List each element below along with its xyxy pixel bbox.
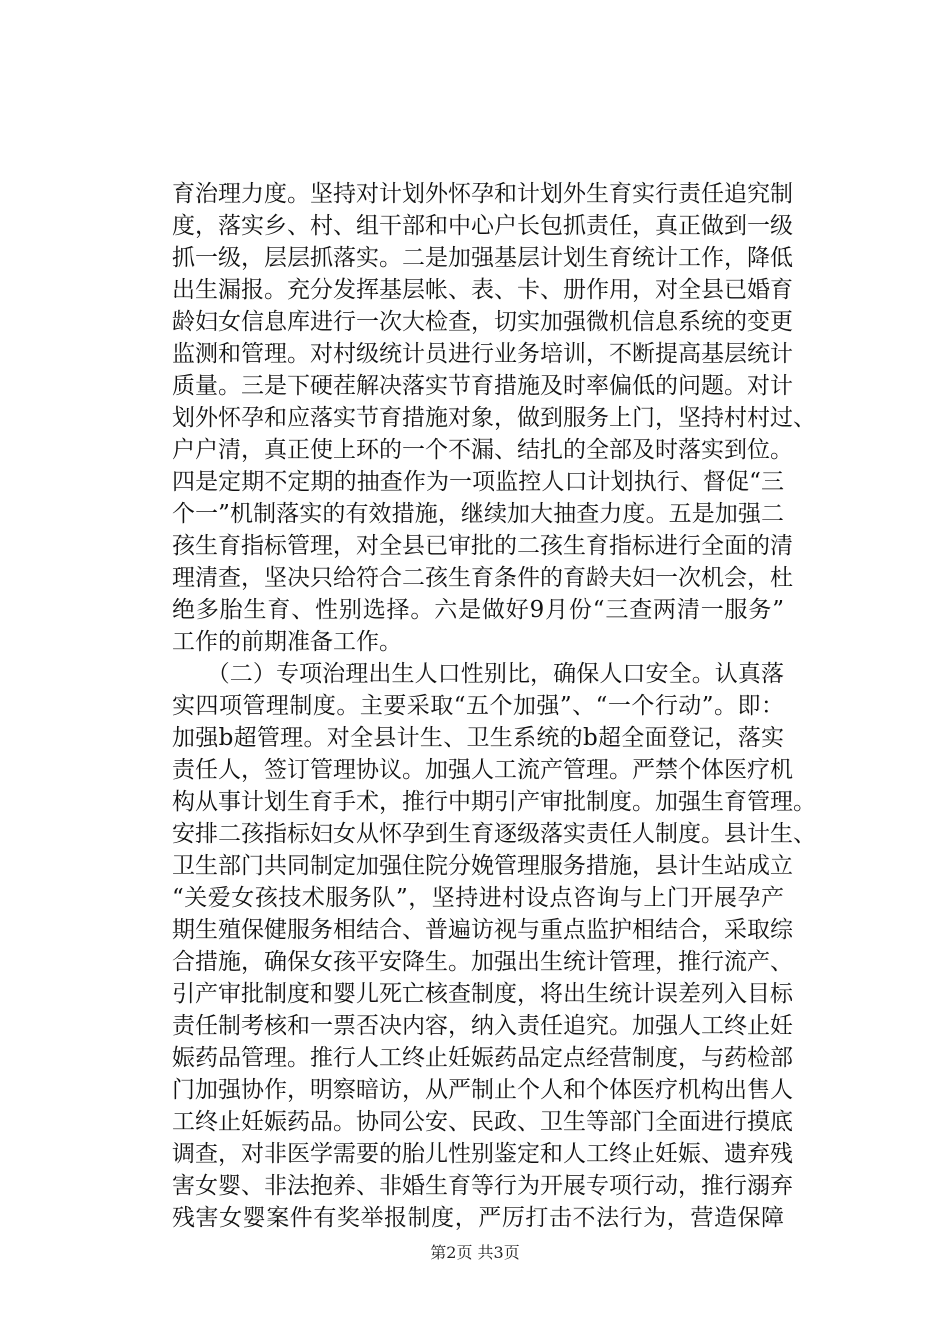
- text-line: 实四项管理制度。主要采取“五个加强”、“一个行动”。即：: [172, 693, 784, 719]
- text-line: 孩生育指标管理，对全县已审批的二孩生育指标进行全面的清: [172, 533, 793, 559]
- text-line: 划外怀孕和应落实节育措施对象，做到服务上门，坚持村村过、: [172, 405, 816, 431]
- body-text: [172, 178, 816, 1234]
- text-line: 娠药品管理。推行人工终止妊娠药品定点经营制度，与药检部: [172, 1045, 793, 1071]
- text-line: 育治理力度。坚持对计划外怀孕和计划外生育实行责任追究制: [172, 181, 793, 207]
- text-line: （二）专项治理出生人口性别比，确保人口安全。认真落: [172, 661, 784, 687]
- text-line: 安排二孩指标妇女从怀孕到生育逐级落实责任人制度。县计生、: [172, 821, 816, 847]
- text-line: 监测和管理。对村级统计员进行业务培训，不断提高基层统计: [172, 341, 793, 367]
- text-line: 工作的前期准备工作。: [172, 629, 402, 655]
- text-line: 质量。三是下硬茬解决落实节育措施及时率偏低的问题。对计: [172, 373, 793, 399]
- text-line: 户户清，真正使上环的一个不漏、结扎的全部及时落实到位。: [172, 437, 793, 463]
- text-line: 构从事计划生育手术，推行中期引产审批制度。加强生育管理。: [172, 789, 816, 815]
- text-line: 工终止妊娠药品。协同公安、民政、卫生等部门全面进行摸底: [172, 1109, 793, 1135]
- text-line: 绝多胎生育、性别选择。六是做好9月份“三查两清一服务”: [172, 597, 784, 623]
- text-line: 引产审批制度和婴儿死亡核查制度，将出生统计误差列入目标: [172, 981, 793, 1007]
- text-line: 调查，对非医学需要的胎儿性别鉴定和人工终止妊娠、遗弃残: [172, 1141, 793, 1167]
- text-line: 责任制考核和一票否决内容，纳入责任追究。加强人工终止妊: [172, 1013, 793, 1039]
- text-line: 度，落实乡、村、组干部和中心户长包抓责任，真正做到一级: [172, 213, 793, 239]
- text-line: 四是定期不定期的抽查作为一项监控人口计划执行、督促“三: [172, 469, 784, 495]
- text-line: 抓一级，层层抓落实。二是加强基层计划生育统计工作，降低: [172, 245, 793, 271]
- text-line: 合措施，确保女孩平安降生。加强出生统计管理，推行流产、: [172, 949, 793, 975]
- text-line: 卫生部门共同制定加强住院分娩管理服务措施，县计生站成立: [172, 853, 793, 879]
- text-line: 出生漏报。充分发挥基层帐、表、卡、册作用，对全县已婚育: [172, 277, 793, 303]
- text-line: 害女婴、非法抱养、非婚生育等行为开展专项行动，推行溺弃: [172, 1173, 793, 1199]
- page-footer: 第2页 共3页: [430, 1243, 520, 1262]
- text-line: 残害女婴案件有奖举报制度，严厉打击不法行为，营造保障: [172, 1205, 784, 1231]
- text-line: 期生殖保健服务相结合、普遍访视与重点监护相结合，采取综: [172, 917, 793, 943]
- text-line: 个一”机制落实的有效措施，继续加大抽查力度。五是加强二: [172, 501, 784, 527]
- text-line: 加强b超管理。对全县计生、卫生系统的b超全面登记，落实: [172, 725, 784, 751]
- text-line: 龄妇女信息库进行一次大检查，切实加强微机信息系统的变更: [172, 309, 793, 335]
- text-line: “关爱女孩技术服务队”，坚持进村设点咨询与上门开展孕产: [172, 885, 784, 911]
- text-line: 门加强协作，明察暗访，从严制止个人和个体医疗机构出售人: [172, 1077, 793, 1103]
- text-line: 理清查，坚决只给符合二孩生育条件的育龄夫妇一次机会，杜: [172, 565, 793, 591]
- text-line: 责任人，签订管理协议。加强人工流产管理。严禁个体医疗机: [172, 757, 793, 783]
